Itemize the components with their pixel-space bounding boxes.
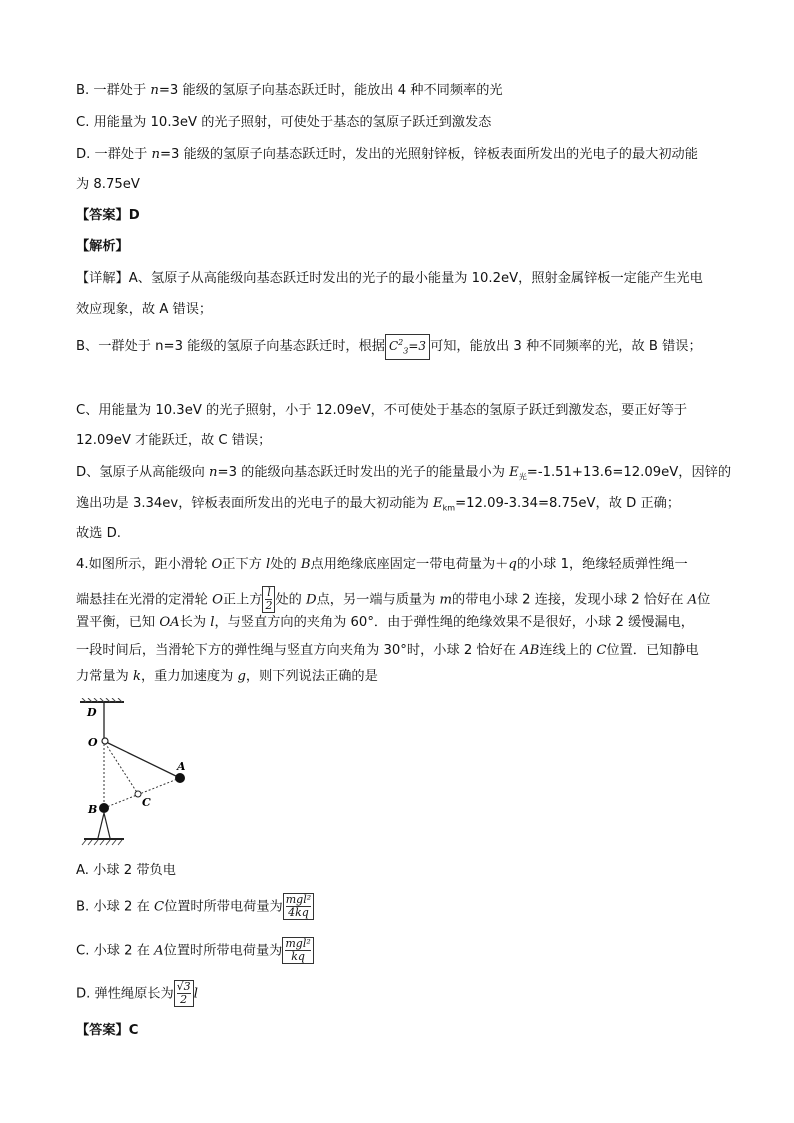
stand-left-leg: [98, 813, 104, 838]
detail-line-8: 故选 D.: [76, 526, 121, 541]
option-d-prev: D. 一群处于 n=3 能级的氢原子向基态跃迁时，发出的光照射锌板，锌板表面所发出的光电子的最大初动能: [76, 147, 698, 162]
q4-line-1: 4.如图所示，距小滑轮 O正下方 l处的 B点用绝缘底座固定一带电荷量为＋q的小球 1，绝缘轻质弹性绳一: [76, 557, 688, 572]
detail-line-5: 12.09eV 才能跃迁，故 C 错误；: [76, 433, 272, 448]
ball-a: [175, 773, 185, 783]
answer-label-2: 【答案】C: [76, 1023, 139, 1038]
q4-line-3: 置平衡，已知 OA长为 l，与竖直方向的夹角为 60°．由于弹性绳的绝缘效果不是很好，小球 2 缓慢漏电，: [76, 615, 694, 630]
rope-o-a: [106, 742, 180, 778]
detail-line-1: 【详解】A、氢原子从高能级向基态跃迁时发出的光子的最小能量为 10.2eV，照射金属锌板一定能产生光电: [76, 271, 703, 286]
option-b: B. 小球 2 在 C位置时所带电荷量为 $\frac{\text{mgl²}}{4kq}$: [76, 893, 314, 920]
option-c-prev: C. 用能量为 10.3eV 的光子照射，可使处于基态的氢原子跃迁到激发态: [76, 115, 492, 130]
detail-line-7: 逸出功是 3.34ev，锌板表面所发出的光电子的最大初动能为 $E_{km}=12.09-3.34=8.75eV$，故 D 正确；: [76, 496, 681, 513]
detail-line-2: 效应现象，故 A 错误；: [76, 302, 213, 317]
ball-b: [99, 803, 109, 813]
fraction-l-over-2: $\frac{l}{2}$: [262, 586, 275, 613]
analysis-label: 【解析】: [76, 239, 129, 254]
label-o: O: [88, 736, 98, 749]
label-d: D: [87, 706, 97, 719]
option-d-prev-line2: 为 8.75eV: [76, 177, 140, 192]
q4-line-5: 力常量为 k，重力加速度为 g，则下列说法正确的是: [76, 669, 378, 684]
option-a: A. 小球 2 带负电: [76, 863, 176, 878]
detail-line-6: D、氢原子从高能级向 n=3 的能级向基态跃迁时发出的光子的能量最小为 $E_光=-1.51+13.6=12.09eV$，因锌的: [76, 465, 732, 482]
option-d: D. 弹性绳原长为 $\frac{√3}{2}$ l: [76, 980, 198, 1006]
detail-line-4: C、用能量为 10.3eV 的光子照射，小于 12.09eV，不可使处于基态的氢原子跃迁到激发态，要正好等于: [76, 403, 688, 418]
option-c: C. 小球 2 在 A位置时所带电荷量为 $\frac{\text{mgl²}}{kq}$: [76, 937, 314, 964]
fraction-mgl2-kq: $\frac{\text{mgl²}}{kq}$: [282, 937, 313, 964]
point-c: [135, 791, 141, 797]
pulley-figure: [76, 698, 206, 848]
detail-line-3: B、一群处于 n=3 能级的氢原子向基态跃迁时，根据 $C^2_3=3$ 可知，能放出 3 种不同频率的光，故 B 错误；: [76, 334, 702, 360]
label-a: A: [177, 760, 186, 773]
fraction-mgl2-4kq: $\frac{\text{mgl²}}{4kq}$: [283, 893, 314, 920]
answer-label-1: 【答案】D: [76, 208, 140, 223]
option-b-prev: B. 一群处于 n=3 能级的氢原子向基态跃迁时，能放出 4 种不同频率的光: [76, 83, 503, 98]
label-b: B: [88, 803, 98, 816]
label-c: C: [142, 796, 151, 809]
q4-line-2: 端悬挂在光滑的定滑轮 O正上方 $\frac{l}{2}$ 处的 D点，另一端与质量为 m的带电小球 2 连接，发现小球 2 恰好在 A位: [76, 586, 711, 612]
combination-formula: $C^2_3=3$: [385, 334, 430, 360]
dashed-o-c: [105, 743, 138, 794]
ground-hatch: [82, 840, 122, 845]
stand-right-leg: [104, 813, 110, 838]
q4-line-4: 一段时间后，当滑轮下方的弹性绳与竖直方向夹角为 30°时，小球 2 恰好在 AB连线上的 C位置．已知静电: [76, 643, 699, 658]
fraction-sqrt3-over-2: $\frac{√3}{2}$: [174, 980, 194, 1007]
pulley-o: [102, 738, 108, 744]
